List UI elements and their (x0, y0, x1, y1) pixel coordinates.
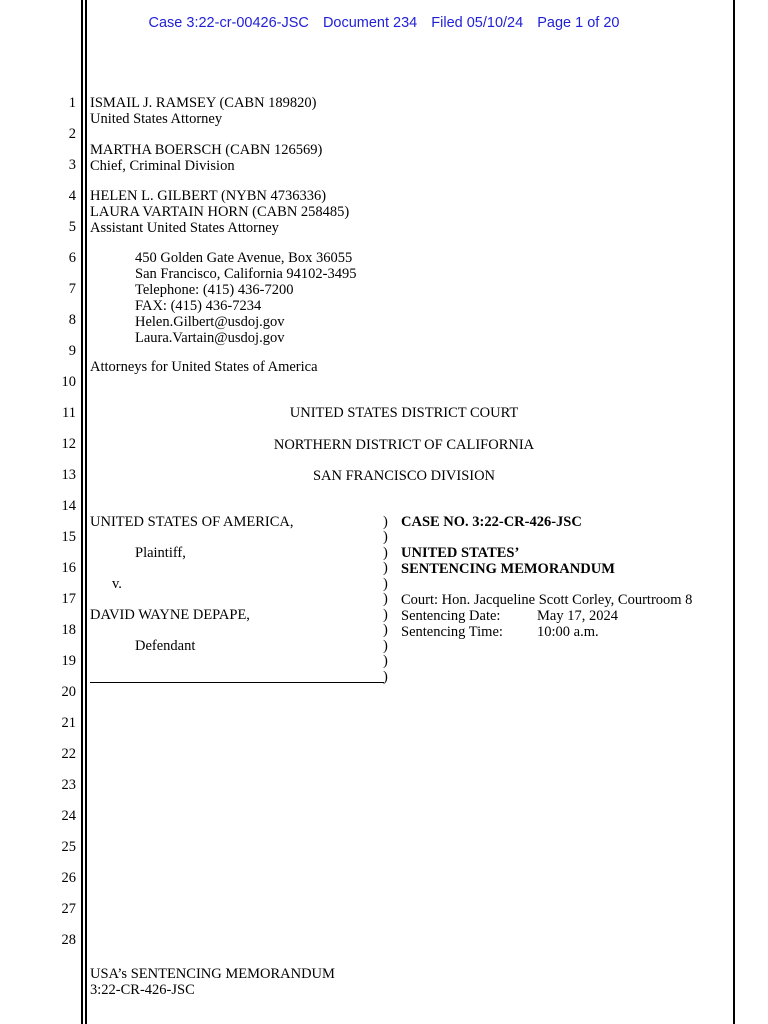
caption-paren: ) (383, 669, 388, 685)
line-number: 28 (61, 932, 76, 948)
caption-paren: ) (383, 638, 388, 654)
address-fax: FAX: (415) 436-7234 (135, 298, 262, 314)
footer-case-number: 3:22-CR-426-JSC (90, 982, 195, 998)
line-number: 16 (61, 560, 76, 576)
line-number: 15 (61, 529, 76, 545)
line-number: 14 (61, 498, 76, 514)
address-street: 450 Golden Gate Avenue, Box 36055 (135, 250, 353, 266)
caption-paren: ) (383, 653, 388, 669)
caption-paren: ) (383, 591, 388, 607)
case-number: CASE NO. 3:22-CR-426-JSC (401, 514, 582, 530)
caption-paren: ) (383, 622, 388, 638)
document-title-line2: SENTENCING MEMORANDUM (401, 561, 615, 577)
line-number: 26 (61, 870, 76, 886)
line-number: 2 (68, 126, 76, 142)
line-number: 27 (61, 901, 76, 917)
caption-paren: ) (383, 560, 388, 576)
attorney-ausa-title: Assistant United States Attorney (90, 220, 279, 236)
attorney-ramsey-title: United States Attorney (90, 111, 223, 127)
attorney-ramsey: ISMAIL J. RAMSEY (CABN 189820) (90, 95, 317, 111)
footer-title: USA’s SENTENCING MEMORANDUM (90, 966, 335, 982)
header-filed: Filed 05/10/24 (431, 15, 524, 31)
attorney-boersch-title: Chief, Criminal Division (90, 158, 235, 174)
sentencing-time-value: 10:00 a.m. (537, 624, 599, 640)
left-margin-rule-inner (85, 0, 87, 1024)
line-number: 1 (68, 95, 76, 111)
caption-paren: ) (383, 576, 388, 592)
line-number: 23 (61, 777, 76, 793)
line-number: 4 (68, 188, 76, 204)
filing-header (0, 15, 768, 31)
attorneys-for: Attorneys for United States of America (90, 359, 318, 375)
header-case: Case 3:22-cr-00426-JSC (148, 15, 309, 31)
versus: v. (112, 576, 122, 592)
line-number: 22 (61, 746, 76, 762)
address-city: San Francisco, California 94102-3495 (135, 266, 357, 282)
line-number: 18 (61, 622, 76, 638)
line-number: 24 (61, 808, 76, 824)
caption-underline (90, 682, 384, 683)
caption-paren: ) (383, 607, 388, 623)
court-judge: Court: Hon. Jacqueline Scott Corley, Courtroom 8 (401, 592, 693, 608)
caption-paren: ) (383, 545, 388, 561)
header-document: Document 234 (322, 15, 418, 31)
right-margin-rule (733, 0, 735, 1024)
line-number: 17 (61, 591, 76, 607)
attorney-gilbert: HELEN L. GILBERT (NYBN 4736336) (90, 188, 327, 204)
line-number: 8 (68, 312, 76, 328)
line-number: 5 (68, 219, 76, 235)
line-number: 3 (68, 157, 76, 173)
line-number: 10 (61, 374, 76, 390)
line-number: 19 (61, 653, 76, 669)
line-number: 9 (68, 343, 76, 359)
court-name: UNITED STATES DISTRICT COURT (289, 405, 519, 421)
court-division: SAN FRANCISCO DIVISION (312, 468, 496, 484)
line-number: 12 (61, 436, 76, 452)
email-vartain: Laura.Vartain@usdoj.gov (135, 330, 285, 346)
sentencing-date-label: Sentencing Date: (401, 608, 501, 624)
caption-paren: ) (383, 529, 388, 545)
line-number: 11 (62, 405, 76, 421)
left-margin-rule-outer (81, 0, 83, 1024)
document-title-line1: UNITED STATES’ (401, 545, 520, 561)
attorney-boersch: MARTHA BOERSCH (CABN 126569) (90, 142, 323, 158)
sentencing-time-label: Sentencing Time: (401, 624, 503, 640)
plaintiff-name: UNITED STATES OF AMERICA, (90, 514, 294, 530)
defendant-role: Defendant (135, 638, 196, 654)
sentencing-date-value: May 17, 2024 (537, 608, 618, 624)
court-district: NORTHERN DISTRICT OF CALIFORNIA (273, 437, 535, 453)
header-page: Page 1 of 20 (537, 15, 620, 31)
line-number: 25 (61, 839, 76, 855)
address-telephone: Telephone: (415) 436-7200 (135, 282, 294, 298)
attorney-horn: LAURA VARTAIN HORN (CABN 258485) (90, 204, 350, 220)
line-number: 21 (61, 715, 76, 731)
line-number: 13 (61, 467, 76, 483)
email-gilbert: Helen.Gilbert@usdoj.gov (135, 314, 285, 330)
line-number: 20 (61, 684, 76, 700)
caption-paren: ) (383, 514, 388, 530)
line-number: 6 (68, 250, 76, 266)
plaintiff-role: Plaintiff, (135, 545, 186, 561)
defendant-name: DAVID WAYNE DEPAPE, (90, 607, 250, 623)
line-number: 7 (68, 281, 76, 297)
